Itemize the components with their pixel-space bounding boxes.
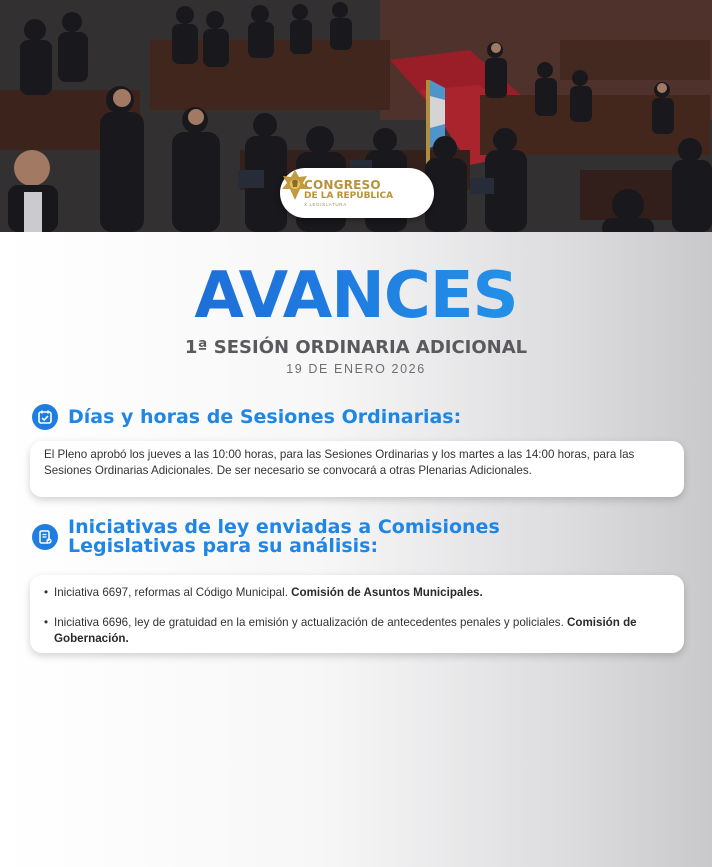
sessions-card [30, 441, 684, 497]
logo-text-congreso: CONGRESO [304, 177, 381, 192]
quetzal-emblem-icon [280, 168, 310, 202]
section-header-sessions [32, 404, 461, 430]
list-item [44, 585, 670, 601]
initiative-text: Iniciativa 6696, ley de gratuidad en la emisión y actualización de antecedentes penales y policiales. [54, 616, 568, 629]
section-title-initiatives-line1: Iniciativas de ley enviadas a Comisiones [68, 516, 500, 538]
calendar-icon [32, 404, 58, 430]
initiatives-list [30, 575, 684, 647]
commission-name: Comisión de Asuntos Municipales. [291, 586, 483, 599]
section-header-initiatives [32, 518, 500, 556]
congress-logo [280, 168, 434, 218]
initiative-text: Iniciativa 6697, reformas al Código Municipal. [54, 586, 292, 599]
list-item [44, 615, 670, 647]
section-title-sessions: Días y horas de Sesiones Ordinarias: [68, 406, 462, 428]
session-subtitle: 1ª SESIÓN ORDINARIA ADICIONAL [184, 337, 528, 358]
document-icon [32, 524, 58, 550]
session-date: 19 DE ENERO 2026 [286, 362, 426, 376]
logo-text-legislatura: X LEGISLATURA [304, 201, 347, 207]
sessions-text: El Pleno aprobó los jueves a las 10:00 horas, para las Sesiones Ordinarias y los martes a las 14:00 horas, para las Sesiones Ordinarias Adicionales. De ser necesario se convocará a otras Plenarias Adicionales. [44, 448, 635, 477]
initiatives-card [30, 575, 684, 653]
commission-name: Comisión de Gobernación. [54, 616, 637, 645]
section-title-initiatives-line2: Legislativas para su análisis: [68, 535, 379, 557]
hero-photo [0, 0, 712, 232]
logo-text-republica: DE LA REPÚBLICA [304, 190, 394, 201]
page-title: AVANCES [0, 260, 712, 332]
